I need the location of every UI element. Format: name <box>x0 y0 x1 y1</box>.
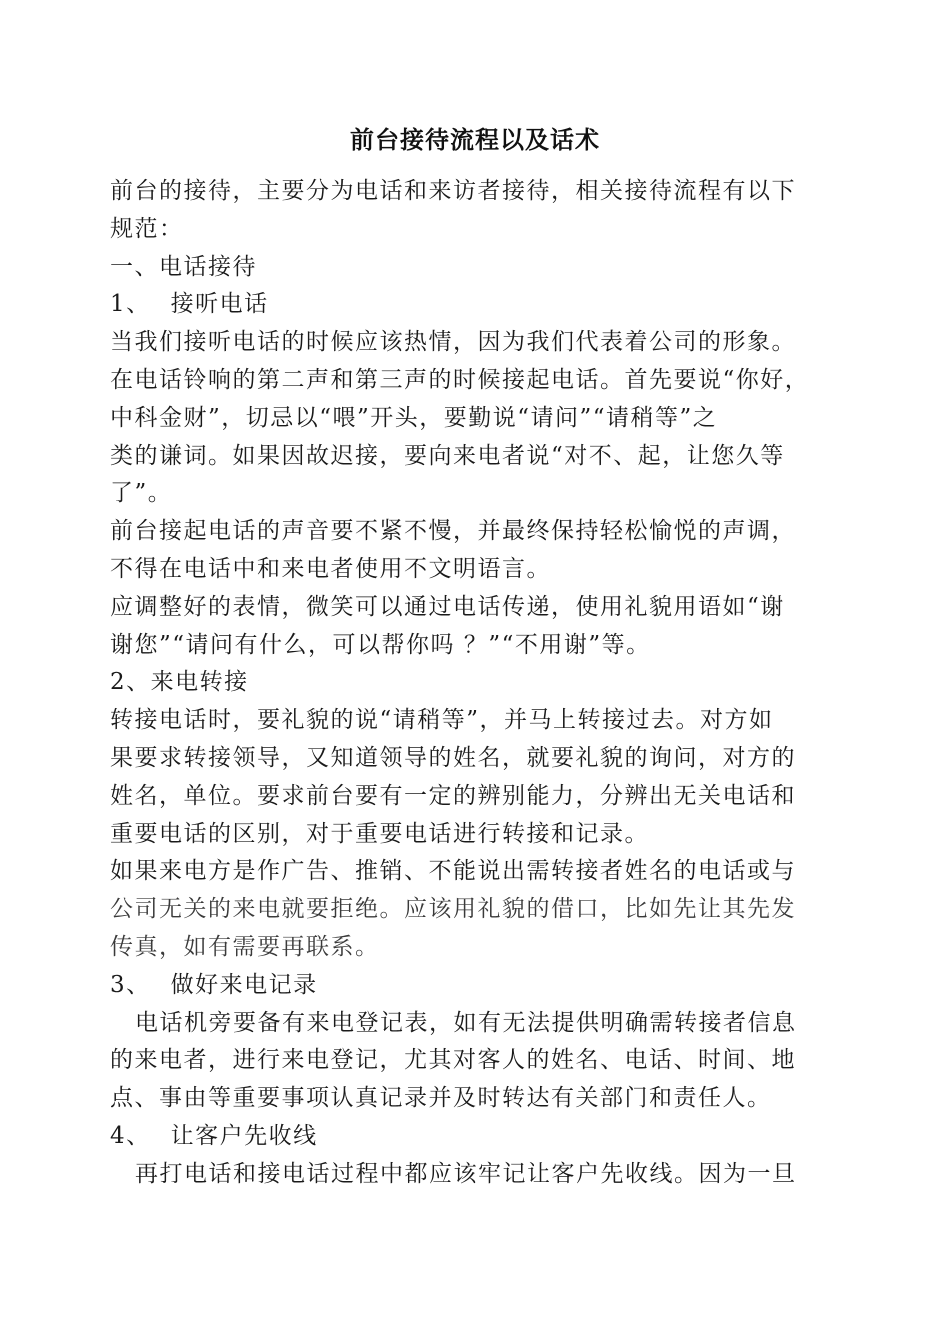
paragraph-line: 应调整好的表情，微笑可以通过电话传递，使用礼貌用语如“谢 <box>110 593 785 620</box>
subsection-number: 4、 <box>110 1122 151 1149</box>
paragraph-line: 谢您”“请问有什么，可以帮你吗 ？”“不用谢”等。 <box>110 631 651 658</box>
subsection-heading <box>110 286 830 324</box>
paragraph-line: 的来电者，进行来电登记，尤其对客人的姓名、电话、时间、地 <box>110 1047 796 1074</box>
page-title: 前台接待流程以及话术 <box>350 126 600 154</box>
paragraph-line: 不得在电话中和来电者使用不文明语言。 <box>110 555 551 582</box>
subsection-heading: 2、来电转接 <box>110 669 249 696</box>
paragraph-line: 规范： <box>110 215 184 242</box>
subsection-title: 接听电话 <box>170 291 269 318</box>
section-heading: 一、电话接待 <box>110 253 257 280</box>
paragraph-line: 中科金财”，切忌以“喂”开头，要勤说“请问”“请稍等”之 <box>110 404 718 431</box>
paragraph-line: 如果来电方是作广告、推销、不能说出需转接者姓名的电话或与 <box>110 858 796 885</box>
paragraph-line: 了”。 <box>110 480 173 507</box>
paragraph-line: 点、事由等重要事项认真记录并及时转达有关部门和责任人。 <box>110 1085 772 1112</box>
subsection-number: 1、 <box>110 291 151 318</box>
subsection-number: 3、 <box>110 971 151 998</box>
paragraph-line: 电话机旁要备有来电登记表，如有无法提供明确需转接者信息 <box>135 1009 797 1036</box>
paragraph-line: 前台的接待，主要分为电话和来访者接待，相关接待流程有以下 <box>110 178 796 204</box>
paragraph-line: 果要求转接领导，又知道领导的姓名，就要礼貌的询问，对方的 <box>110 744 796 771</box>
paragraph-line: 前台接起电话的声音要不紧不慢，并最终保持轻松愉悦的声调， <box>110 518 796 545</box>
subsection-title: 做好来电记录 <box>170 971 318 998</box>
document-body <box>110 173 830 1194</box>
subsection-heading <box>110 967 830 1005</box>
paragraph-line: 再打电话和接电话过程中都应该牢记让客户先收线。因为一旦 <box>135 1160 797 1187</box>
paragraph-line: 姓名，单位。要求前台要有一定的辨别能力，分辨出无关电话和 <box>110 782 796 809</box>
paragraph-line: 重要电话的区别，对于重要电话进行转接和记录。 <box>110 820 649 847</box>
paragraph-line: 当我们接听电话的时候应该热情，因为我们代表着公司的形象。 <box>110 329 796 356</box>
paragraph-line: 转接电话时，要礼貌的说“请稍等”，并马上转接过去。对方如 <box>110 707 774 734</box>
paragraph-line: 公司无关的来电就要拒绝。应该用礼貌的借口，比如先让其先发 <box>110 896 796 923</box>
paragraph-line: 在电话铃响的第二声和第三声的时候接起电话。首先要说“你好， <box>110 366 810 393</box>
paragraph-line: 传真，如有需要再联系。 <box>110 933 380 960</box>
paragraph-line: 类的谦词。如果因故迟接，要向来电者说“对不、起，让您久等 <box>110 442 785 469</box>
subsection-title: 让客户先收线 <box>170 1122 318 1149</box>
subsection-heading <box>110 1118 830 1156</box>
